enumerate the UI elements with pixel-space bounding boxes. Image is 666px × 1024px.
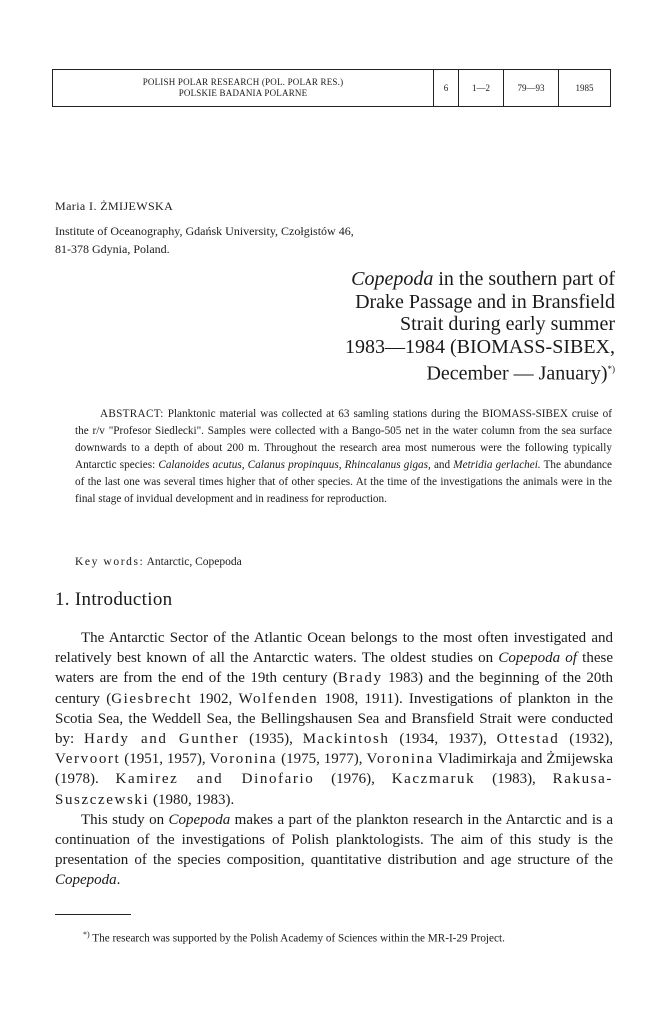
- journal-name-pl: POLSKIE BADANIA POLARNE: [178, 88, 308, 98]
- author-affiliation: [55, 222, 475, 258]
- author-name: Maria I. ŻMIJEWSKA: [55, 199, 174, 213]
- abstract-species: Calanoides acutus, Calanus propinquus, Rhincalanus gigas,: [158, 459, 431, 471]
- citation-author: Mackintosh: [302, 731, 390, 748]
- text-run: (1976),: [314, 771, 392, 788]
- title-line: [260, 268, 615, 291]
- journal-issue: 1—2: [458, 70, 503, 106]
- citation-author: Kamirez and Dinofario: [115, 771, 315, 788]
- citation-author: Ottestad: [496, 731, 560, 748]
- title-line: [260, 358, 615, 385]
- abstract-label: ABSTRACT:: [100, 408, 164, 420]
- text-run: (1934, 1937),: [389, 731, 497, 748]
- text-run: .: [116, 872, 121, 889]
- citation-author: Brady: [337, 670, 383, 687]
- title-line: Drake Passage and in Bransfield: [355, 290, 615, 313]
- text-run: (1980, 1983).: [149, 791, 235, 808]
- abstract: [75, 406, 612, 508]
- citation-author: Voronina: [366, 751, 434, 768]
- text-run: 1983) and the beginning of the 20th century (: [55, 670, 613, 707]
- footnote-mark: *): [83, 930, 90, 939]
- citation-author: Vervoort: [55, 751, 121, 768]
- text-run: (1951, 1957),: [120, 751, 210, 768]
- paper-title: [260, 268, 615, 385]
- section-heading: 1. Introduction: [55, 589, 173, 610]
- text-run: makes a part of the plankton research in the Antarctic and is a continuation of the investigations of Polish planktologists. The aim of this study is the presentation of the species composition, quantitative distribution and age structure of the: [55, 811, 613, 869]
- affiliation-line: 81-378 Gdynia, Poland.: [55, 242, 170, 256]
- citation-author: Wolfenden: [238, 690, 319, 707]
- text-run: (1975, 1977),: [277, 751, 367, 768]
- text-run: 1908, 1911). Investigations of plankton in the Scotia Sea, the Weddell Sea, the Bellingshausen Sea and Bransfield Strait were conducted by:: [55, 690, 614, 748]
- citation-author: Voronina: [209, 751, 278, 768]
- journal-volume: 6: [433, 70, 458, 106]
- title-line-text: December — January): [426, 362, 608, 385]
- footnote-rule: [55, 914, 131, 915]
- text-italic: Copepoda: [168, 811, 231, 828]
- text-run: (1932),: [559, 731, 613, 748]
- keywords-value: Antarctic, Copepoda: [144, 556, 242, 568]
- journal-pages: 79—93: [503, 70, 558, 106]
- text-run: Vladimirkaja and Żmijewska (1978).: [55, 751, 613, 788]
- title-footnote-mark: *): [607, 364, 615, 374]
- text-run: (1935),: [239, 731, 303, 748]
- citation-author: Kaczmaruk: [391, 771, 476, 788]
- abstract-text: and: [430, 459, 454, 471]
- text-run: The Antarctic Sector of the Atlantic Ocean belongs to the most often investigated and relatively best known of all the Antarctic waters. The oldest studies on: [55, 630, 613, 667]
- text-run: This study on: [81, 811, 169, 828]
- text-italic: Copepoda: [55, 872, 117, 889]
- footnote: [55, 927, 613, 947]
- title-term: Copepoda: [351, 268, 434, 290]
- title-line-rest: in the southern part of: [433, 268, 615, 290]
- citation-author: Hardy and Gunther: [84, 731, 240, 748]
- abstract-text: The abundance of the last one was several times higher that of other species. At the time of the investigations the animals were in the final stage of invidual development and in readiness for reproduction.: [75, 459, 612, 505]
- citation-author: Giesbrecht: [111, 690, 193, 707]
- introduction-body: [55, 628, 613, 891]
- journal-name: [53, 70, 433, 106]
- text-italic: Copepoda of: [498, 650, 577, 667]
- keywords-label: Key words:: [75, 556, 145, 568]
- title-line: 1983—1984 (BIOMASS-SIBEX,: [344, 335, 615, 358]
- citation-author: Rakusa-Suszczewski: [55, 771, 613, 808]
- footnote-text: The research was supported by the Polish Academy of Sciences within the MR-I-29 Project.: [89, 932, 505, 945]
- text-run: 1902,: [192, 690, 239, 707]
- paragraph: [55, 810, 613, 891]
- abstract-text: Planktonic material was collected at 63 samling stations during the BIOMASS-SIBEX cruise of the r/v "Profesor Siedlecki". Samples were collected with a Bango-505 net in the water column from the sea surface downwards to a depth of about 200 m. Throughout the research area most numerous were the following typically Antarctic species:: [75, 408, 612, 471]
- journal-name-en: POLISH POLAR RESEARCH (POL. POLAR RES.): [142, 77, 344, 87]
- journal-year: 1985: [558, 70, 610, 106]
- keywords: [75, 556, 242, 568]
- text-run: these waters are from the end of the 19th century (: [55, 650, 613, 687]
- abstract-species: Metridia gerlachei.: [453, 459, 541, 471]
- text-run: (1983),: [475, 771, 553, 788]
- title-line: Strait during early summer: [400, 313, 615, 335]
- paragraph: [55, 628, 613, 810]
- journal-header: [52, 69, 611, 107]
- affiliation-line: Institute of Oceanography, Gdańsk University, Czołgistów 46,: [55, 224, 354, 238]
